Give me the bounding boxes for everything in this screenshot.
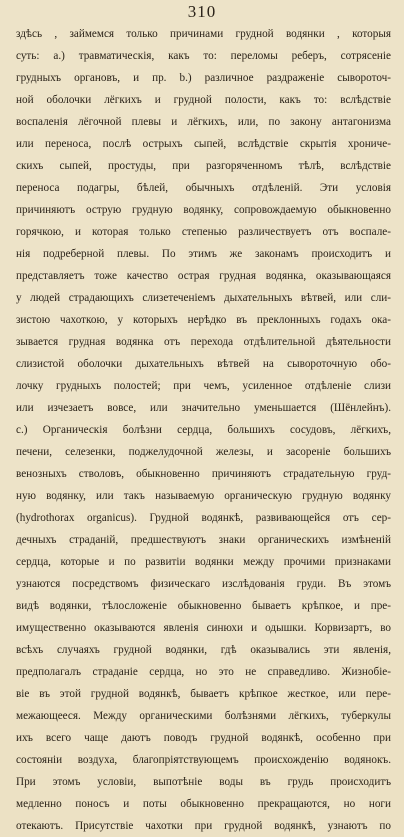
page-number: 310: [187, 2, 217, 21]
body-text: [16, 23, 391, 837]
text-line: лочку грудныхъ полостей; при чемъ, усиленное отдѣленіе слизи: [16, 380, 391, 392]
text-line: отекаютъ. Присутствіе чахотки при грудной водянкѣ, узнаютъ по: [16, 820, 391, 832]
text-line: или изчезаетъ вовсе, или значительно уменьшается (Шёнлейнъ).: [16, 402, 391, 414]
text-line: сердца, которые и по развитіи водянки между прочими признаками: [16, 556, 391, 568]
text-line: грудныхъ органовъ, и пр. b.) различное раздраженіе сывороточ-: [16, 72, 391, 84]
text-line: печени, селезенки, поджелудочной железы, и засореніе большихъ: [16, 446, 391, 458]
text-line: видѣ водянки, тѣлосложеніе обыкновенно бываетъ крѣпкое, и пре-: [16, 600, 391, 612]
text-line: При этомъ условіи, выпотѣніе воды въ грудь происходитъ: [16, 776, 391, 788]
text-line: всѣхъ случаяхъ грудной водянки, гдѣ оказывались эти явленія,: [16, 644, 391, 656]
text-line: дечныхъ страданій, предшествуютъ знаки органическихъ измѣненій: [16, 534, 391, 546]
text-line: суть: а.) травматическія, какъ то: переломы реберъ, сотрясеніе: [16, 50, 391, 62]
text-line: зывается грудная водянка отъ перехода отдѣлительной дѣятельности: [16, 336, 391, 348]
text-line: причиняютъ острую грудную водянку, сопровождаемую обыкновенно: [16, 204, 391, 216]
text-line: имущественно оказываются явленія синюхи и одышки. Корвизартъ, во: [16, 622, 391, 634]
text-line: переноса подагры, бѣлей, обычныхъ отдѣленій. Эти условія: [16, 182, 391, 194]
text-line: слизистой оболочки дыхательныхъ вѣтвей на сывороточную обо-: [16, 358, 391, 370]
text-line: или переноса, послѣ острыхъ сыпей, вслѣдствіе скрытія хрониче-: [16, 138, 391, 150]
text-line: нія подреберной плевы. По этимъ же законамъ происходитъ и: [16, 248, 391, 260]
text-line: зистою чахоткою, у которыхъ нерѣдко въ преклонныхъ годахъ ока-: [16, 314, 391, 326]
text-line: ихъ всего чаще даютъ поводъ грудной водянкѣ, особенно при: [16, 732, 391, 744]
text-line: у людей страдающихъ слизетеченіемъ дыхательныхъ вѣтвей, или сли-: [16, 292, 391, 304]
text-line: горячкою, и которая только степенью различествуетъ отъ воспале-: [16, 226, 391, 238]
text-line: венозныхъ стволовъ, обыкновенно причиняютъ страдательную груд-: [16, 468, 391, 480]
text-line: межающееся. Между органическими болѣзнями лёгкихъ, туберкулы: [16, 710, 391, 722]
text-line: медленно поносъ и поты обыкновенно прекращаются, но ноги: [16, 798, 391, 810]
text-line: ную водянку, или такъ называемую органическую грудную водянку: [16, 490, 391, 502]
text-line: скихъ сыпей, простуды, при разгоряченномъ тѣлѣ, вслѣдствіе: [16, 160, 391, 172]
text-line: узнаются посредствомъ физическаго изслѣдованія груди. Въ этомъ: [16, 578, 391, 590]
text-line: воспаленія лёгочной плевы и лёгкихъ, или, по закону антагонизма: [16, 116, 391, 128]
text-line: здѣсь , займемся только причинами грудной водянки , которыя: [16, 28, 391, 40]
text-line: ной оболочки лёгкихъ и грудной полости, какъ то: вслѣдствіе: [16, 94, 391, 106]
text-line: предполагалъ страданіе сердца, но это не справедливо. Жизнобіе-: [16, 666, 391, 678]
text-line: представляетъ тоже качество острая грудная водянка, оказывающаяся: [16, 270, 391, 282]
text-line: (hydrothorax organicus). Грудной водянкѣ, развивающейся отъ сер-: [16, 512, 391, 524]
text-line: віе въ этой грудной водянкѣ, бываетъ крѣпкое жесткое, или пере-: [16, 688, 391, 700]
text-line: состояніи воздуха, благопріятствующемъ происхожденію водянокъ.: [16, 754, 391, 766]
text-line: c.) Органическія болѣзни сердца, большихъ сосудовъ, лёгкихъ,: [16, 424, 391, 436]
